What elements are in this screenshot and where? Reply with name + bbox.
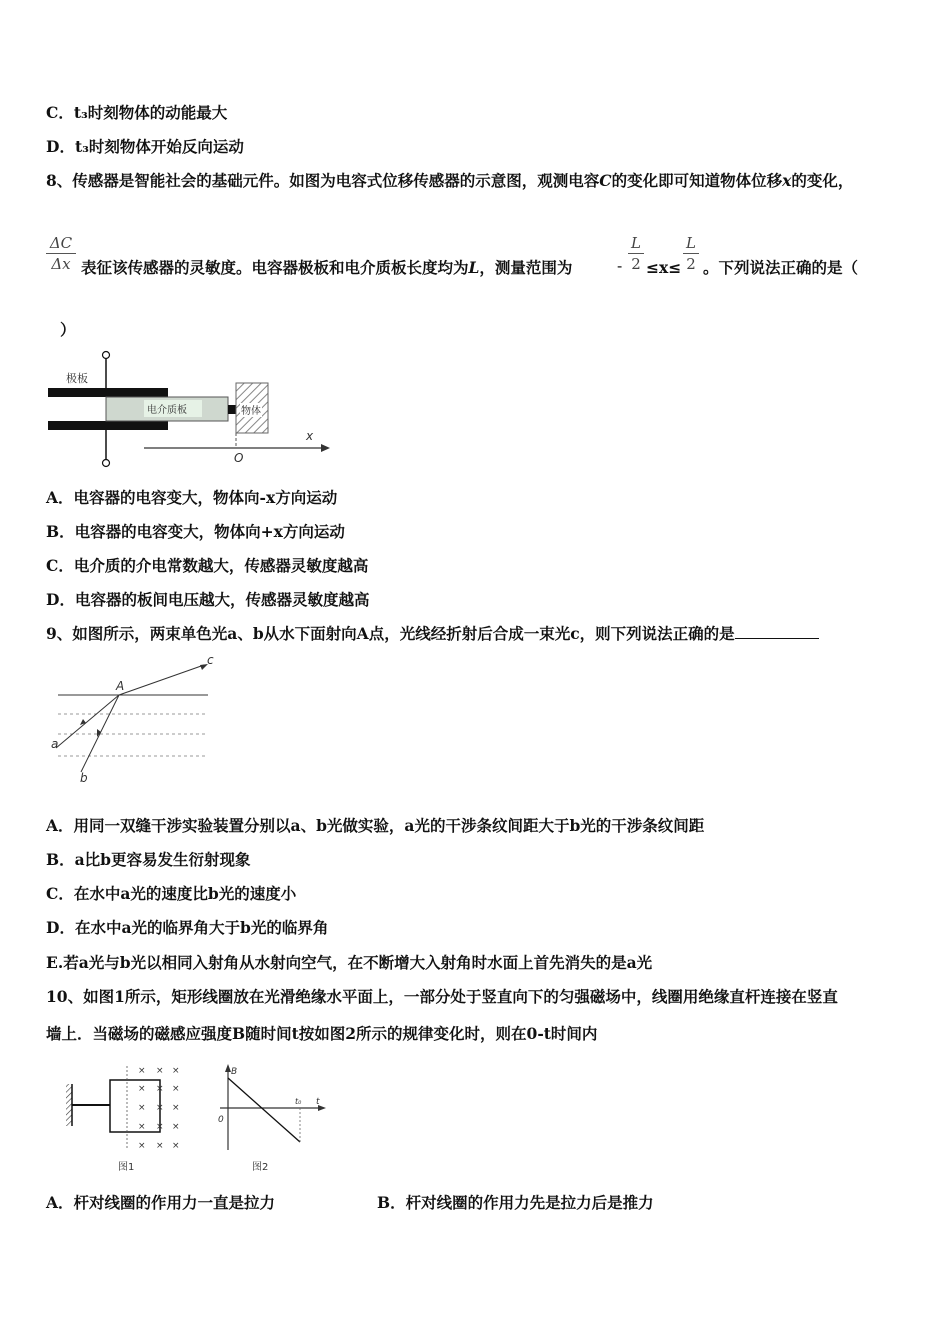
q9-option-a: A．用同一双缝干涉实验装置分别以a、b光做实验，a光的干涉条纹间距大于b光的干涉条纹间距 bbox=[46, 816, 705, 835]
range-minus: - bbox=[617, 257, 623, 275]
q9-option-c: C．在水中a光的速度比b光的速度小 bbox=[46, 884, 297, 903]
q9-option-b: B．a比b更容易发生衍射现象 bbox=[46, 850, 251, 869]
fig2-caption: 图2 bbox=[252, 1162, 269, 1173]
ray-b bbox=[81, 695, 119, 772]
b-t-line bbox=[228, 1078, 300, 1142]
ray-c bbox=[119, 665, 204, 695]
magnetic-field-crosses bbox=[138, 1066, 180, 1151]
x-axis-arrow-icon bbox=[321, 444, 330, 452]
q10-option-a: A．杆对线圈的作用力一直是拉力 bbox=[46, 1193, 276, 1212]
dielectric-label: 电介质板 bbox=[147, 405, 187, 416]
range-fraction-left: L 2 bbox=[628, 234, 644, 273]
ray-b-label: b bbox=[80, 771, 88, 785]
fraction-numerator: ΔC bbox=[49, 234, 73, 252]
lower-plate bbox=[48, 421, 168, 430]
range-fraction-right: L 2 bbox=[683, 234, 699, 273]
q8-option-b: B．电容器的电容变大，物体向+x方向运动 bbox=[46, 522, 345, 541]
svg-text:×: × bbox=[156, 1141, 164, 1151]
q9-option-d: D．在水中a光的临界角大于b光的临界角 bbox=[46, 918, 329, 937]
ray-a bbox=[56, 695, 119, 748]
capacitor-sensor-figure bbox=[44, 345, 344, 475]
answer-blank[interactable] bbox=[735, 624, 819, 639]
svg-text:×: × bbox=[156, 1122, 164, 1132]
fig1-caption: 图1 bbox=[118, 1162, 135, 1173]
range-inequality: ≤x≤ bbox=[646, 258, 682, 277]
q10-stem-line2: 墙上．当磁场的磁感应强度B随时间t按如图2所示的规律变化时，则在0-t时间内 bbox=[46, 1024, 598, 1043]
coil-figure-1 bbox=[62, 1062, 192, 1177]
svg-text:×: × bbox=[172, 1141, 180, 1151]
axis-x-label: x bbox=[306, 429, 314, 443]
origin-label: O bbox=[234, 451, 244, 465]
point-a-label: A bbox=[116, 679, 125, 693]
svg-text:×: × bbox=[156, 1084, 164, 1094]
b-t-graph-figure-2 bbox=[212, 1062, 332, 1177]
lower-terminal bbox=[103, 460, 110, 467]
q8-stem-line1: 8、传感器是智能社会的基础元件。如图为电容式位移传感器的示意图，观测电容C的变化即可知道物体位移x的变化， bbox=[46, 171, 854, 190]
upper-terminal bbox=[103, 352, 110, 359]
svg-text:×: × bbox=[156, 1103, 164, 1113]
q8-option-d: D．电容器的板间电压越大，传感器灵敏度越高 bbox=[46, 590, 370, 609]
svg-text:×: × bbox=[172, 1103, 180, 1113]
rectangular-coil bbox=[110, 1080, 160, 1132]
q7-option-d: D．t₃时刻物体开始反向运动 bbox=[46, 137, 244, 156]
refraction-figure bbox=[46, 652, 226, 787]
svg-text:×: × bbox=[172, 1084, 180, 1094]
svg-text:×: × bbox=[138, 1084, 146, 1094]
q10-option-b: B．杆对线圈的作用力先是拉力后是推力 bbox=[377, 1193, 654, 1212]
q9-stem: 9、如图所示，两束单色光a、b从水下面射向A点，光线经折射后合成一束光c，则下列说法正确的是 bbox=[46, 624, 819, 644]
q8-stem-close: ） bbox=[60, 320, 76, 339]
svg-text:×: × bbox=[172, 1066, 180, 1076]
svg-text:×: × bbox=[138, 1141, 146, 1151]
q8-stem-line2: 表征该传感器的灵敏度。电容器极板和电介质板长度均为L，测量范围为 bbox=[81, 258, 573, 277]
upper-plate bbox=[48, 388, 168, 397]
svg-text:×: × bbox=[138, 1066, 146, 1076]
wall bbox=[66, 1084, 72, 1126]
svg-text:×: × bbox=[138, 1103, 146, 1113]
plate-label: 极板 bbox=[66, 372, 88, 385]
q8-option-c: C．电介质的介电常数越大，传感器灵敏度越高 bbox=[46, 556, 369, 575]
object-label: 物体 bbox=[241, 406, 261, 417]
svg-text:×: × bbox=[156, 1066, 164, 1076]
q8-option-a: A．电容器的电容变大，物体向-x方向运动 bbox=[46, 488, 338, 507]
q9-option-e: E.若a光与b光以相同入射角从水射向空气，在不断增大入射角时水面上首先消失的是a光 bbox=[46, 953, 653, 972]
fraction-denominator: Δx bbox=[51, 255, 71, 273]
ray-a-label: a bbox=[51, 737, 59, 751]
q7-option-c: C．t₃时刻物体的动能最大 bbox=[46, 103, 228, 122]
svg-text:×: × bbox=[138, 1122, 146, 1132]
sensitivity-fraction bbox=[46, 234, 76, 273]
origin-label: 0 bbox=[218, 1115, 224, 1125]
svg-text:×: × bbox=[172, 1122, 180, 1132]
q10-stem-line1: 10、如图1所示，矩形线圈放在光滑绝缘水平面上，一部分处于竖直向下的匀强磁场中，线圈用绝缘直杆连接在竖直 bbox=[46, 987, 838, 1006]
axis-b-label: B bbox=[231, 1067, 238, 1077]
t0-label: t₀ bbox=[295, 1097, 302, 1106]
q8-stem-line2-end: 。下列说法正确的是（ bbox=[703, 258, 859, 277]
axis-t-label: t bbox=[316, 1097, 320, 1107]
ray-c-label: c bbox=[207, 653, 214, 667]
